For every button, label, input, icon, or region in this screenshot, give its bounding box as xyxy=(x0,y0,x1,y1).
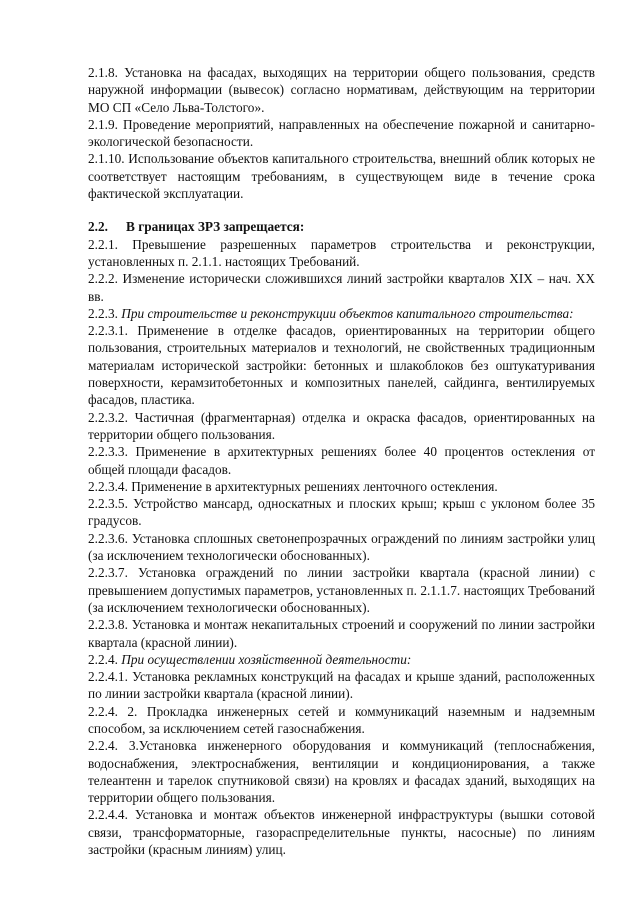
section-heading-2-2 xyxy=(88,218,595,235)
paragraph-2-2-4-3: 2.2.4. 3.Установка инженерного оборудования и коммуникаций (теплоснабжения, водоснабжения, электроснабжения, вентиляции и кондиционирования, а также телеантенн и тарелок спутниковой связи) на кровлях и фасадах зданий, выходящих на территории общего пользования. xyxy=(88,738,595,806)
paragraph-italic-text: При строительстве и реконструкции объектов капитального строительства: xyxy=(121,305,574,321)
paragraph-2-2-3-1: 2.2.3.1. Применение в отделке фасадов, ориентированных на территории общего пользования, строительных материалов и технологий, не свойственных традиционным материалам исторической застройки: бетонных и шлакоблоков без оштукатуривания поверхности, керамзитобетонных и композитных панелей, сайдинга, вентилируемых фасадов, пластика. xyxy=(88,323,595,408)
paragraph-2-2-2: 2.2.2. Изменение исторически сложившихся линий застройки кварталов XIX – нач. XX вв. xyxy=(88,271,595,304)
paragraph-2-2-4 xyxy=(88,651,595,668)
paragraph-number: 2.2.3. xyxy=(88,305,118,321)
paragraph-italic-text: При осуществлении хозяйственной деятельности: xyxy=(121,651,412,667)
paragraph-2-2-4-4: 2.2.4.4. Установка и монтаж объектов инженерной инфраструктуры (вышки сотовой связи, трансформаторные, газораспределительные пункты, насосные) по линиям застройки (красным линиям) улиц. xyxy=(88,807,595,858)
section-heading-number: 2.2. xyxy=(88,219,108,235)
paragraph-2-2-3-4: 2.2.3.4. Применение в архитектурных решениях ленточного остекления. xyxy=(88,478,498,494)
paragraph-number: 2.2.4. xyxy=(88,651,118,667)
paragraph-2-2-4-1: 2.2.4.1. Установка рекламных конструкций на фасадах и крыше зданий, расположенных по линии застройки квартала (красной линии). xyxy=(88,669,595,702)
paragraph-2-2-3-7: 2.2.3.7. Установка ограждений по линии застройки квартала (красной линии) с превышением допустимых параметров, установленных п. 2.1.1.7. настоящих Требований (за исключением технологически обоснованных). xyxy=(88,565,595,615)
paragraph-2-2-4-2: 2.2.4. 2. Прокладка инженерных сетей и коммуникаций наземным и надземным способом, за исключением сетей газоснабжения. xyxy=(88,703,595,736)
section-gap xyxy=(88,202,595,218)
paragraph-2-2-3-5: 2.2.3.5. Устройство мансард, односкатных и плоских крыш; крыш с уклоном более 35 градусов. xyxy=(88,496,595,529)
paragraph-2-2-3-3: 2.2.3.3. Применение в архитектурных решениях более 40 процентов остекления от общей площади фасадов. xyxy=(88,444,595,477)
paragraph-2-1-8: 2.1.8. Установка на фасадах, выходящих на территории общего пользования, средств наружной информации (вывесок) согласно нормативам, действующим на территории МО СП «Село Льва-Толстого». xyxy=(88,65,595,115)
document-page xyxy=(88,64,595,858)
paragraph-2-2-3-8: 2.2.3.8. Установка и монтаж некапитальных строений и сооружений по линии застройки квартала (красной линии). xyxy=(88,617,595,650)
paragraph-2-2-3-2: 2.2.3.2. Частичная (фрагментарная) отделка и окраска фасадов, ориентированных на территории общего пользования. xyxy=(88,409,595,442)
paragraph-2-1-10: 2.1.10. Использование объектов капитального строительства, внешний облик которых не соответствует настоящим требованиям, в существующем виде в течение срока фактической эксплуатации. xyxy=(88,151,595,202)
section-heading-text: В границах ЗРЗ запрещается: xyxy=(126,219,305,235)
paragraph-2-2-3 xyxy=(88,305,595,322)
paragraph-2-2-3-6: 2.2.3.6. Установка сплошных светонепрозрачных ограждений по линиям застройки улиц (за исключением технологически обоснованных). xyxy=(88,530,595,564)
paragraph-2-1-9: 2.1.9. Проведение мероприятий, направленных на обеспечение пожарной и санитарно-экологической безопасности. xyxy=(88,116,595,150)
paragraph-2-2-1: 2.2.1. Превышение разрешенных параметров строительства и реконструкции, установленных п. 2.1.1. настоящих Требований. xyxy=(88,236,595,269)
